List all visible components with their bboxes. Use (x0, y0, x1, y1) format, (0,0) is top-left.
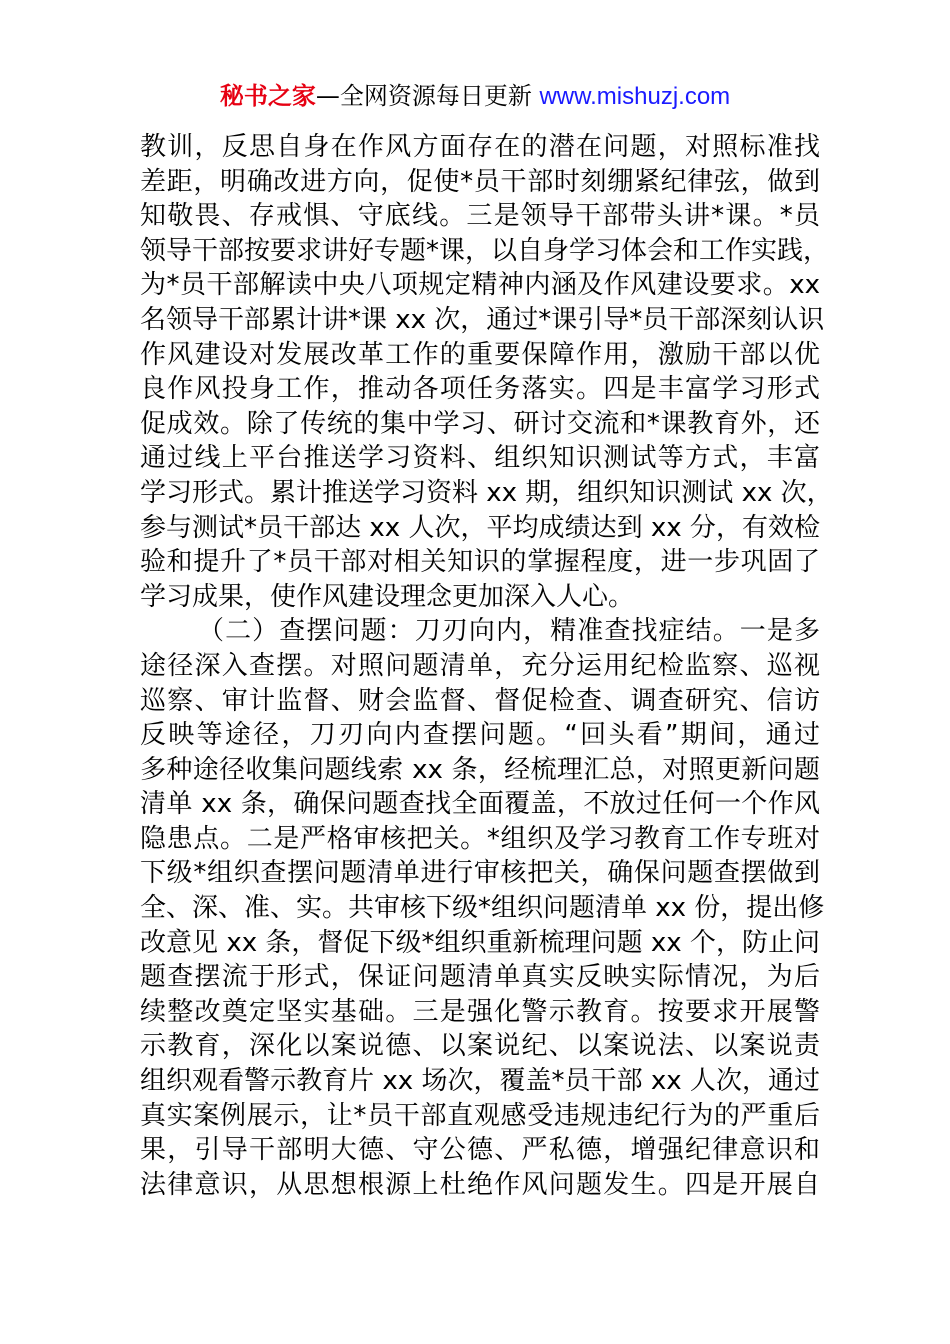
text-line: 学习形式。累计推送学习资料 xx 期，组织知识测试 xx 次， (140, 477, 833, 508)
section-heading-line: （二）查摆问题：刀刃向内，精准查找症结。一是多 (198, 616, 820, 647)
text-line: 多种途径收集问题线索 xx 条，经梳理汇总，对照更新问题 (140, 754, 820, 785)
site-header (0, 80, 950, 113)
text-line: 示教育，深化以案说德、以案说纪、以案说法、以案说责 (140, 1031, 820, 1062)
text-line: 教训，反思自身在作风方面存在的潜在问题，对照标准找 (140, 132, 820, 162)
document-body (140, 130, 833, 1202)
text-line: 隐患点。二是严格审核把关。*组织及学习教育工作专班对 (140, 823, 820, 854)
text-line: 知敬畏、存戒惧、守底线。三是领导干部带头讲*课。*员 (140, 201, 820, 232)
text-line: 法律意识，从思想根源上杜绝作风问题发生。四是开展自 (140, 1169, 820, 1200)
text-line: 途径深入查摆。对照问题清单，充分运用纪检监察、巡视 (140, 650, 820, 681)
site-brand: 秘书之家 (219, 82, 316, 110)
text-line: 名领导干部累计讲*课 xx 次，通过*课引导*员干部深刻认识 (140, 304, 825, 335)
text-line: 题查摆流于形式，保证问题清单真实反映实际情况，为后 (140, 962, 820, 993)
text-line: 学习成果，使作风建设理念更加深入人心。 (140, 581, 635, 612)
text-line: 通过线上平台推送学习资料、组织知识测试等方式，丰富 (140, 443, 820, 474)
text-line: 差距，明确改进方向，促使*员干部时刻绷紧纪律弦，做到 (140, 166, 820, 197)
text-line: 参与测试*员干部达 xx 人次，平均成绩达到 xx 分，有效检 (140, 512, 820, 543)
text-line: 组织观看警示教育片 xx 场次，覆盖*员干部 xx 人次，通过 (140, 1066, 820, 1097)
text-line: 真实案例展示，让*员干部直观感受违规违纪行为的严重后 (140, 1100, 820, 1131)
text-line: 领导干部按要求讲好专题*课，以自身学习体会和工作实践， (140, 235, 830, 266)
text-line: 下级*组织查摆问题清单进行审核把关，确保问题查摆做到 (140, 858, 820, 889)
text-line: 良作风投身工作，推动各项任务落实。四是丰富学习形式 (140, 374, 820, 405)
site-tagline: —全网资源每日更新 (315, 82, 540, 110)
text-line: 作风建设对发展改革工作的重要保障作用，激励干部以优 (140, 339, 820, 370)
text-line: 促成效。除了传统的集中学习、研讨交流和*课教育外，还 (140, 408, 820, 439)
text-line: 验和提升了*员干部对相关知识的掌握程度，进一步巩固了 (140, 547, 820, 578)
text-line: 续整改奠定坚实基础。三是强化警示教育。按要求开展警 (140, 996, 820, 1027)
site-url[interactable]: www.mishuzj.com (539, 83, 731, 110)
text-line: 果，引导干部明大德、守公德、严私德，增强纪律意识和 (140, 1135, 820, 1166)
text-line: 全、深、准、实。共审核下级*组织问题清单 xx 份，提出修 (140, 893, 825, 924)
text-line: 改意见 xx 条，督促下级*组织重新梳理问题 xx 个，防止问 (140, 927, 820, 958)
text-line: 巡察、审计监督、财会监督、督促检查、调查研究、信访 (140, 685, 820, 716)
text-line: 清单 xx 条，确保问题查找全面覆盖，不放过任何一个作风 (140, 789, 820, 820)
text-line: 为*员干部解读中央八项规定精神内涵及作风建设要求。xx (140, 270, 820, 301)
text-line: 反映等途径，刀刃向内查摆问题。“回头看”期间，通过 (140, 720, 820, 751)
